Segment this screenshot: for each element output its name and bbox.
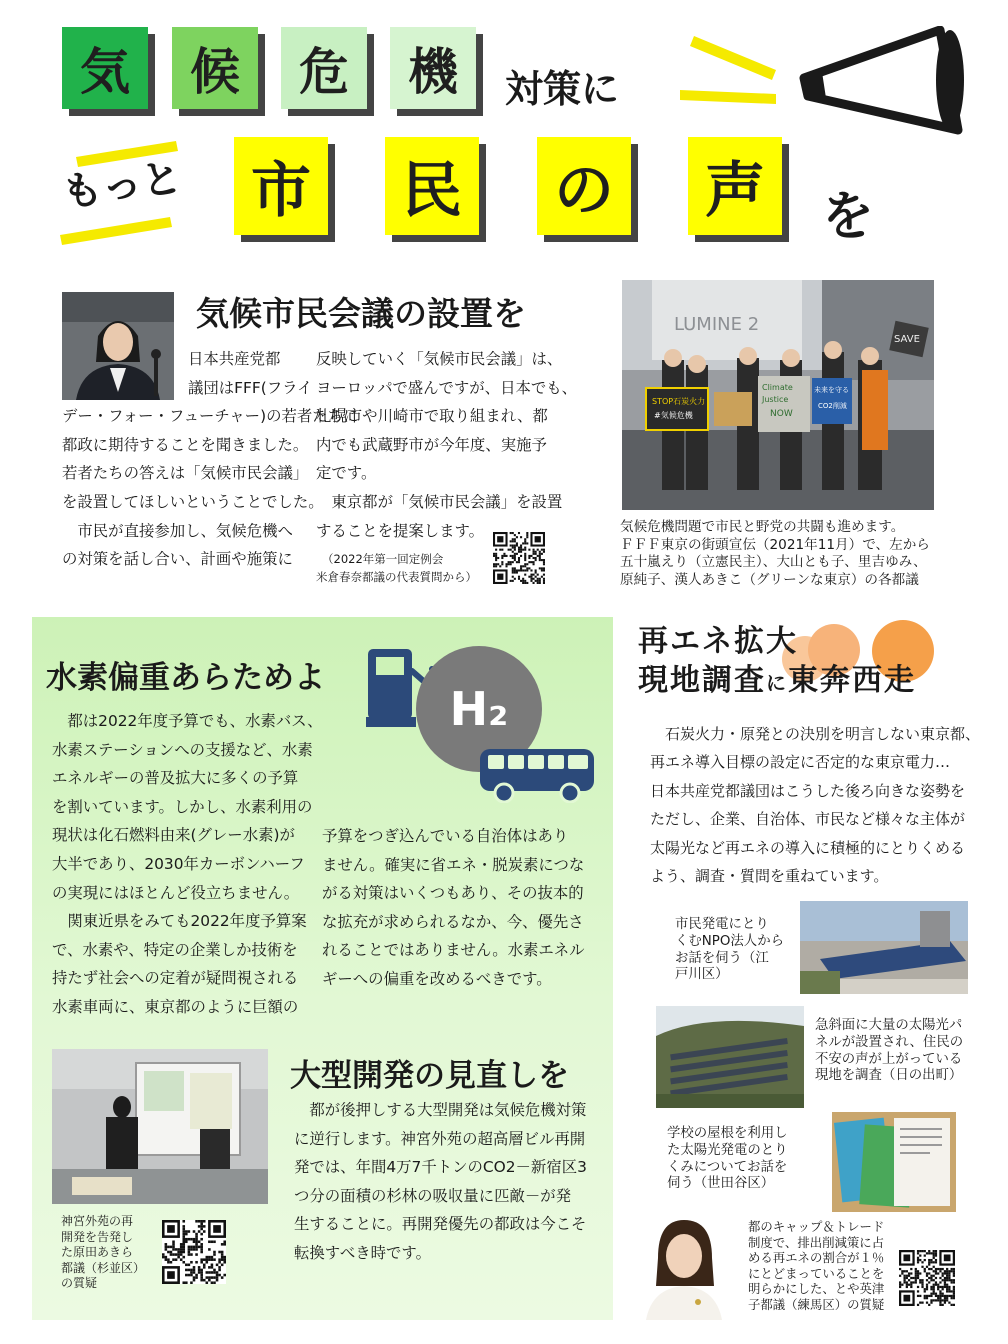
text-line: よう、調査・質問を重ねています。 — [650, 867, 889, 886]
caption-line: 戸川区） — [675, 967, 729, 983]
text-line: 若者たちの答えは「気候市民会議」 — [62, 464, 309, 483]
qr-code-icon[interactable] — [493, 532, 545, 584]
title-part: 東奔西走 — [788, 663, 916, 698]
section1-title: 気候市民会議の設置を — [196, 294, 526, 333]
qr-code-icon[interactable] — [162, 1220, 226, 1284]
section2-title: 水素偏重あらためよ — [46, 660, 325, 696]
text-line: 石炭火力・原発との決別を明言しない東京都、 — [650, 725, 981, 743]
caption-line: にとどまっていることを — [748, 1265, 885, 1281]
text-line: 市民が直接参加し、気候危機へ — [62, 521, 293, 540]
bus-icon — [478, 747, 596, 803]
caption-line: 明らかにした、とや英津 — [748, 1281, 885, 1297]
section3-body — [294, 1096, 587, 1268]
headline-char: 候 — [190, 43, 240, 101]
headline-char: 声 — [705, 156, 765, 226]
headline-char: の — [554, 156, 614, 226]
text-line: に逆行します。神宮外苑の超高層ビル再開 — [294, 1129, 586, 1148]
caption-line: 現地を調査（日の出町） — [815, 1068, 963, 1084]
text-line: 反映していく「気候市民会議」は、 — [316, 350, 563, 368]
caption-line: くみについてお話を — [667, 1159, 788, 1175]
headline-tile-5 — [234, 137, 328, 235]
caption-line: 都議（杉並区） — [61, 1260, 146, 1275]
caption-line: 開発を告発し — [61, 1229, 134, 1244]
footer-caption — [748, 1219, 884, 1313]
caption-line: 神宮外苑の再 — [61, 1214, 134, 1228]
text-line: 転換すべき時です。 — [294, 1243, 431, 1262]
speaker-photo-toya — [638, 1210, 730, 1320]
text-line: することを提案します。 — [316, 521, 485, 540]
save-sign: SAVE — [894, 334, 920, 345]
caption-line: 不安の声が上がっている — [815, 1051, 963, 1067]
headline-char: 気 — [80, 43, 130, 101]
text-line: 水素ステーションへの支援など、水素 — [52, 740, 313, 759]
caption-line: 都のキャップ＆トレード — [748, 1219, 885, 1234]
jingu-gaien-photo — [52, 1049, 268, 1204]
text-line: 都が後押しする大型開発は気候危機対策 — [294, 1101, 587, 1119]
headline-tile-6 — [385, 137, 479, 235]
text-line: 太陽光など再エネの導入に積極的にとりくめる — [650, 838, 966, 857]
section2-col2 — [322, 822, 585, 994]
headline-tile-4 — [390, 27, 476, 109]
section4-title-line2 — [638, 655, 916, 699]
photo3-caption — [667, 1126, 788, 1193]
source-line: （2022年第一回定例会 — [322, 552, 444, 566]
text-line: で、水素や、特定の企業しか技術を — [52, 940, 298, 959]
caption-line: 気候危機問題で市民と野党の共闘も進めます。 — [620, 519, 905, 535]
headline-prefix-2: もっと — [59, 154, 185, 217]
caption-line: 五十嵐えり（立憲民主）、大山とも子、里吉ゆみ、 — [620, 554, 927, 571]
street-campaign-photo — [622, 280, 934, 510]
caption-line: た太陽光発電のとり — [667, 1142, 788, 1158]
text-line: を設置してほしいということでした。 — [62, 492, 324, 511]
text-line: 発では、年間4万7千トンのCO2－新宿区3 — [294, 1158, 587, 1177]
text-line: 水素車両に、東京都のように巨額の — [52, 997, 299, 1016]
caption-line: くむNPO法人から — [675, 933, 784, 949]
sign-text: NOW — [770, 409, 793, 419]
text-line: な拡充が求められるなか、今、優先さ — [322, 912, 584, 931]
headline-tile-7 — [537, 137, 631, 235]
caption-line: 子都議（練馬区）の質疑 — [748, 1296, 885, 1312]
text-line: 定です。 — [316, 464, 377, 483]
caption-line: める再エネの割合が１％ — [748, 1250, 885, 1266]
caption-line: 原純子、漢人あきこ（グリーンな東京）の各都議 — [620, 571, 919, 588]
headline-suffix-2: を — [822, 187, 875, 247]
section1-col1 — [62, 345, 358, 574]
caption-line: ＦＦＦ東京の街頭宣伝（2021年11月）で、左から — [620, 536, 930, 553]
headline-tile-2 — [172, 27, 258, 109]
text-line: 日本共産党都 — [188, 350, 281, 368]
sign-text: Justice — [762, 395, 789, 404]
section1-source — [316, 550, 477, 586]
text-line: ギーへの偏重を改めるべきです。 — [322, 969, 552, 988]
text-line: を割いています。しかし、水素利用の — [52, 797, 313, 816]
text-line: 予算をつぎ込んでいる自治体はあり — [322, 827, 569, 845]
text-line: エネルギーの普及拡大に多くの予算 — [52, 769, 299, 788]
section3-title: 大型開発の見直しを — [290, 1058, 569, 1094]
text-line: 大半であり、2030年カーボンハーフ — [52, 854, 305, 873]
sign-text: 未来を守る — [814, 386, 849, 394]
headline-tile-8 — [688, 137, 782, 235]
text-line: ません。確実に省エネ・脱炭素につな — [322, 855, 585, 874]
building-sign: LUMINE 2 — [674, 314, 760, 335]
photo1-caption — [675, 917, 784, 984]
megaphone-icon — [790, 26, 980, 144]
text-line: 持たず社会への定着が疑問視される — [52, 969, 299, 988]
headline-char: 市 — [251, 156, 311, 226]
sign-text: STOP石炭火力 — [652, 397, 706, 406]
sign-text: CO2削減 — [818, 402, 847, 410]
caption-line: 伺う（世田谷区） — [667, 1176, 775, 1192]
text-line: 内でも武蔵野市が今年度、実施予 — [316, 435, 547, 454]
solar-roof-photo — [800, 901, 968, 994]
caption-line: 制度で、排出削減策に占 — [748, 1234, 885, 1250]
caption-line: 市民発電にとり — [675, 917, 769, 932]
text-line: の実現にはほとんど役立ちません。 — [52, 883, 300, 902]
headline-char: 民 — [402, 156, 462, 226]
text-line: 再エネ導入目標の設定に否定的な東京電力… — [650, 753, 951, 772]
headline-char: 危 — [299, 43, 349, 101]
section1-col2 — [316, 345, 577, 545]
sign-text: Climate — [762, 383, 793, 392]
text-line: の対策を話し合い、計画や施策に — [62, 550, 293, 569]
section2-col1 — [52, 707, 323, 1022]
text-line: 現状は化石燃料由来(グレー水素)が — [52, 826, 295, 845]
text-line: 関東近県をみても2022年度予算案 — [52, 912, 307, 931]
title-part: 現地調査 — [638, 663, 766, 698]
text-line: れることではありません。水素エネル — [322, 941, 585, 960]
qr-code-icon[interactable] — [899, 1250, 955, 1306]
caption-line: 急斜面に大量の太陽光パ — [815, 1018, 963, 1033]
accent-lines-top — [660, 22, 790, 132]
caption-line: の質疑 — [61, 1276, 98, 1290]
headline-tile-3 — [281, 27, 367, 109]
text-line: 東京都が「気候市民会議」を設置 — [316, 492, 563, 511]
section4-body — [650, 720, 980, 890]
headline-suffix-1: 対策に — [505, 67, 620, 111]
source-line: 米倉春奈都議の代表質問から） — [316, 570, 477, 584]
headline-tile-1 — [62, 27, 148, 109]
text-line: 日本共産党都議団はこうした後ろ向きな姿勢を — [650, 781, 966, 800]
caption-line: 学校の屋根を利用し — [667, 1126, 788, 1141]
section4-title-line1: 再エネ拡大 — [638, 624, 798, 659]
text-line: 札幌市や川崎市で取り組まれ、都 — [316, 407, 548, 426]
text-line: ただし、企業、自治体、市民など様々な主体が — [650, 810, 966, 829]
street-photo-caption — [620, 519, 930, 589]
headline-char: 機 — [408, 43, 458, 101]
caption-line: ネルが設置され、住民の — [815, 1034, 964, 1050]
text-line: 議団はFFF(フライ — [188, 378, 313, 397]
text-line: 生することに。再開発優先の都政は今こそ — [294, 1215, 587, 1234]
school-leaflet-photo — [832, 1112, 956, 1212]
text-line: ヨーロッパで盛んですが、日本でも、 — [316, 378, 578, 397]
text-line: 都は2022年度予算でも、水素バス、 — [52, 712, 323, 730]
photo2-caption — [815, 1018, 963, 1085]
slope-solar-photo — [656, 1006, 804, 1108]
h2-label: H₂ — [449, 682, 509, 736]
caption-line: た原田あきら — [61, 1245, 134, 1259]
caption-line: お話を伺う（江 — [675, 950, 769, 966]
sign-text: #気候危機 — [654, 411, 693, 420]
section3-caption — [61, 1214, 145, 1292]
text-line: デー・フォー・フューチャー)の若者たちに — [62, 407, 359, 426]
text-line: 都政に期待することを聞きました。 — [62, 435, 309, 454]
text-line: がる対策はいくつもあり、その抜本的 — [322, 884, 584, 903]
text-line: つ分の面積の杉林の吸収量に匹敵－が発 — [294, 1186, 572, 1205]
title-part: に — [766, 671, 788, 695]
